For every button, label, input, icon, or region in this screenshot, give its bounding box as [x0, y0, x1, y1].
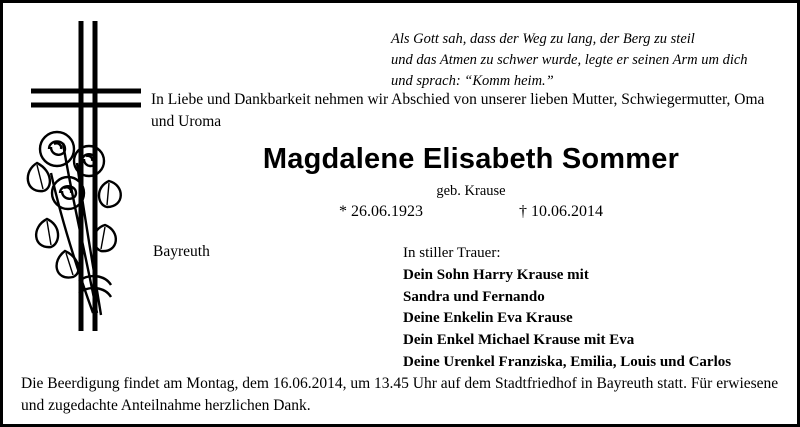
- mourners-block: [403, 243, 793, 374]
- city-label: Bayreuth: [153, 243, 210, 260]
- mourners-heading: In stiller Trauer:: [403, 245, 501, 261]
- poem-line-2: und das Atmen zu schwer wurde, legte er seinen Arm um dich: [391, 51, 748, 68]
- birth-date: * 26.06.1923: [339, 203, 423, 220]
- mourner-line: Dein Sohn Harry Krause mit: [403, 266, 589, 283]
- mourner-line: Dein Enkel Michael Krause mit Eva: [403, 332, 635, 348]
- poem-line-3: und sprach: “Komm heim.”: [391, 72, 554, 89]
- life-dates: [151, 203, 791, 221]
- poem: [391, 29, 791, 92]
- maiden-name: geb. Krause: [436, 183, 506, 199]
- mourner-line: Sandra und Fernando: [403, 288, 545, 305]
- funeral-details: Die Beerdigung findet am Montag, dem 16.06.2014, um 13.45 Uhr auf dem Stadtfriedhof in Bayreuth statt. Für erwiesene und zugedachte Anteilnahme herzlichen Dank.: [21, 375, 779, 414]
- poem-line-1: Als Gott sah, dass der Weg zu lang, der Berg zu steil: [391, 31, 695, 47]
- mourner-line: Deine Enkelin Eva Krause: [403, 310, 573, 327]
- death-date: † 10.06.2014: [519, 203, 603, 220]
- obituary-inner: [3, 3, 797, 424]
- intro-text: In Liebe und Dankbarkeit nehmen wir Abschied von unserer lieben Mutter, Schwiegermutter, Oma und Uroma: [151, 91, 765, 130]
- deceased-name: Magdalene Elisabeth Sommer: [262, 143, 680, 175]
- mourner-line: Deine Urenkel Franziska, Emilia, Louis und Carlos: [403, 353, 732, 370]
- cross-with-roses-icon: [13, 13, 153, 353]
